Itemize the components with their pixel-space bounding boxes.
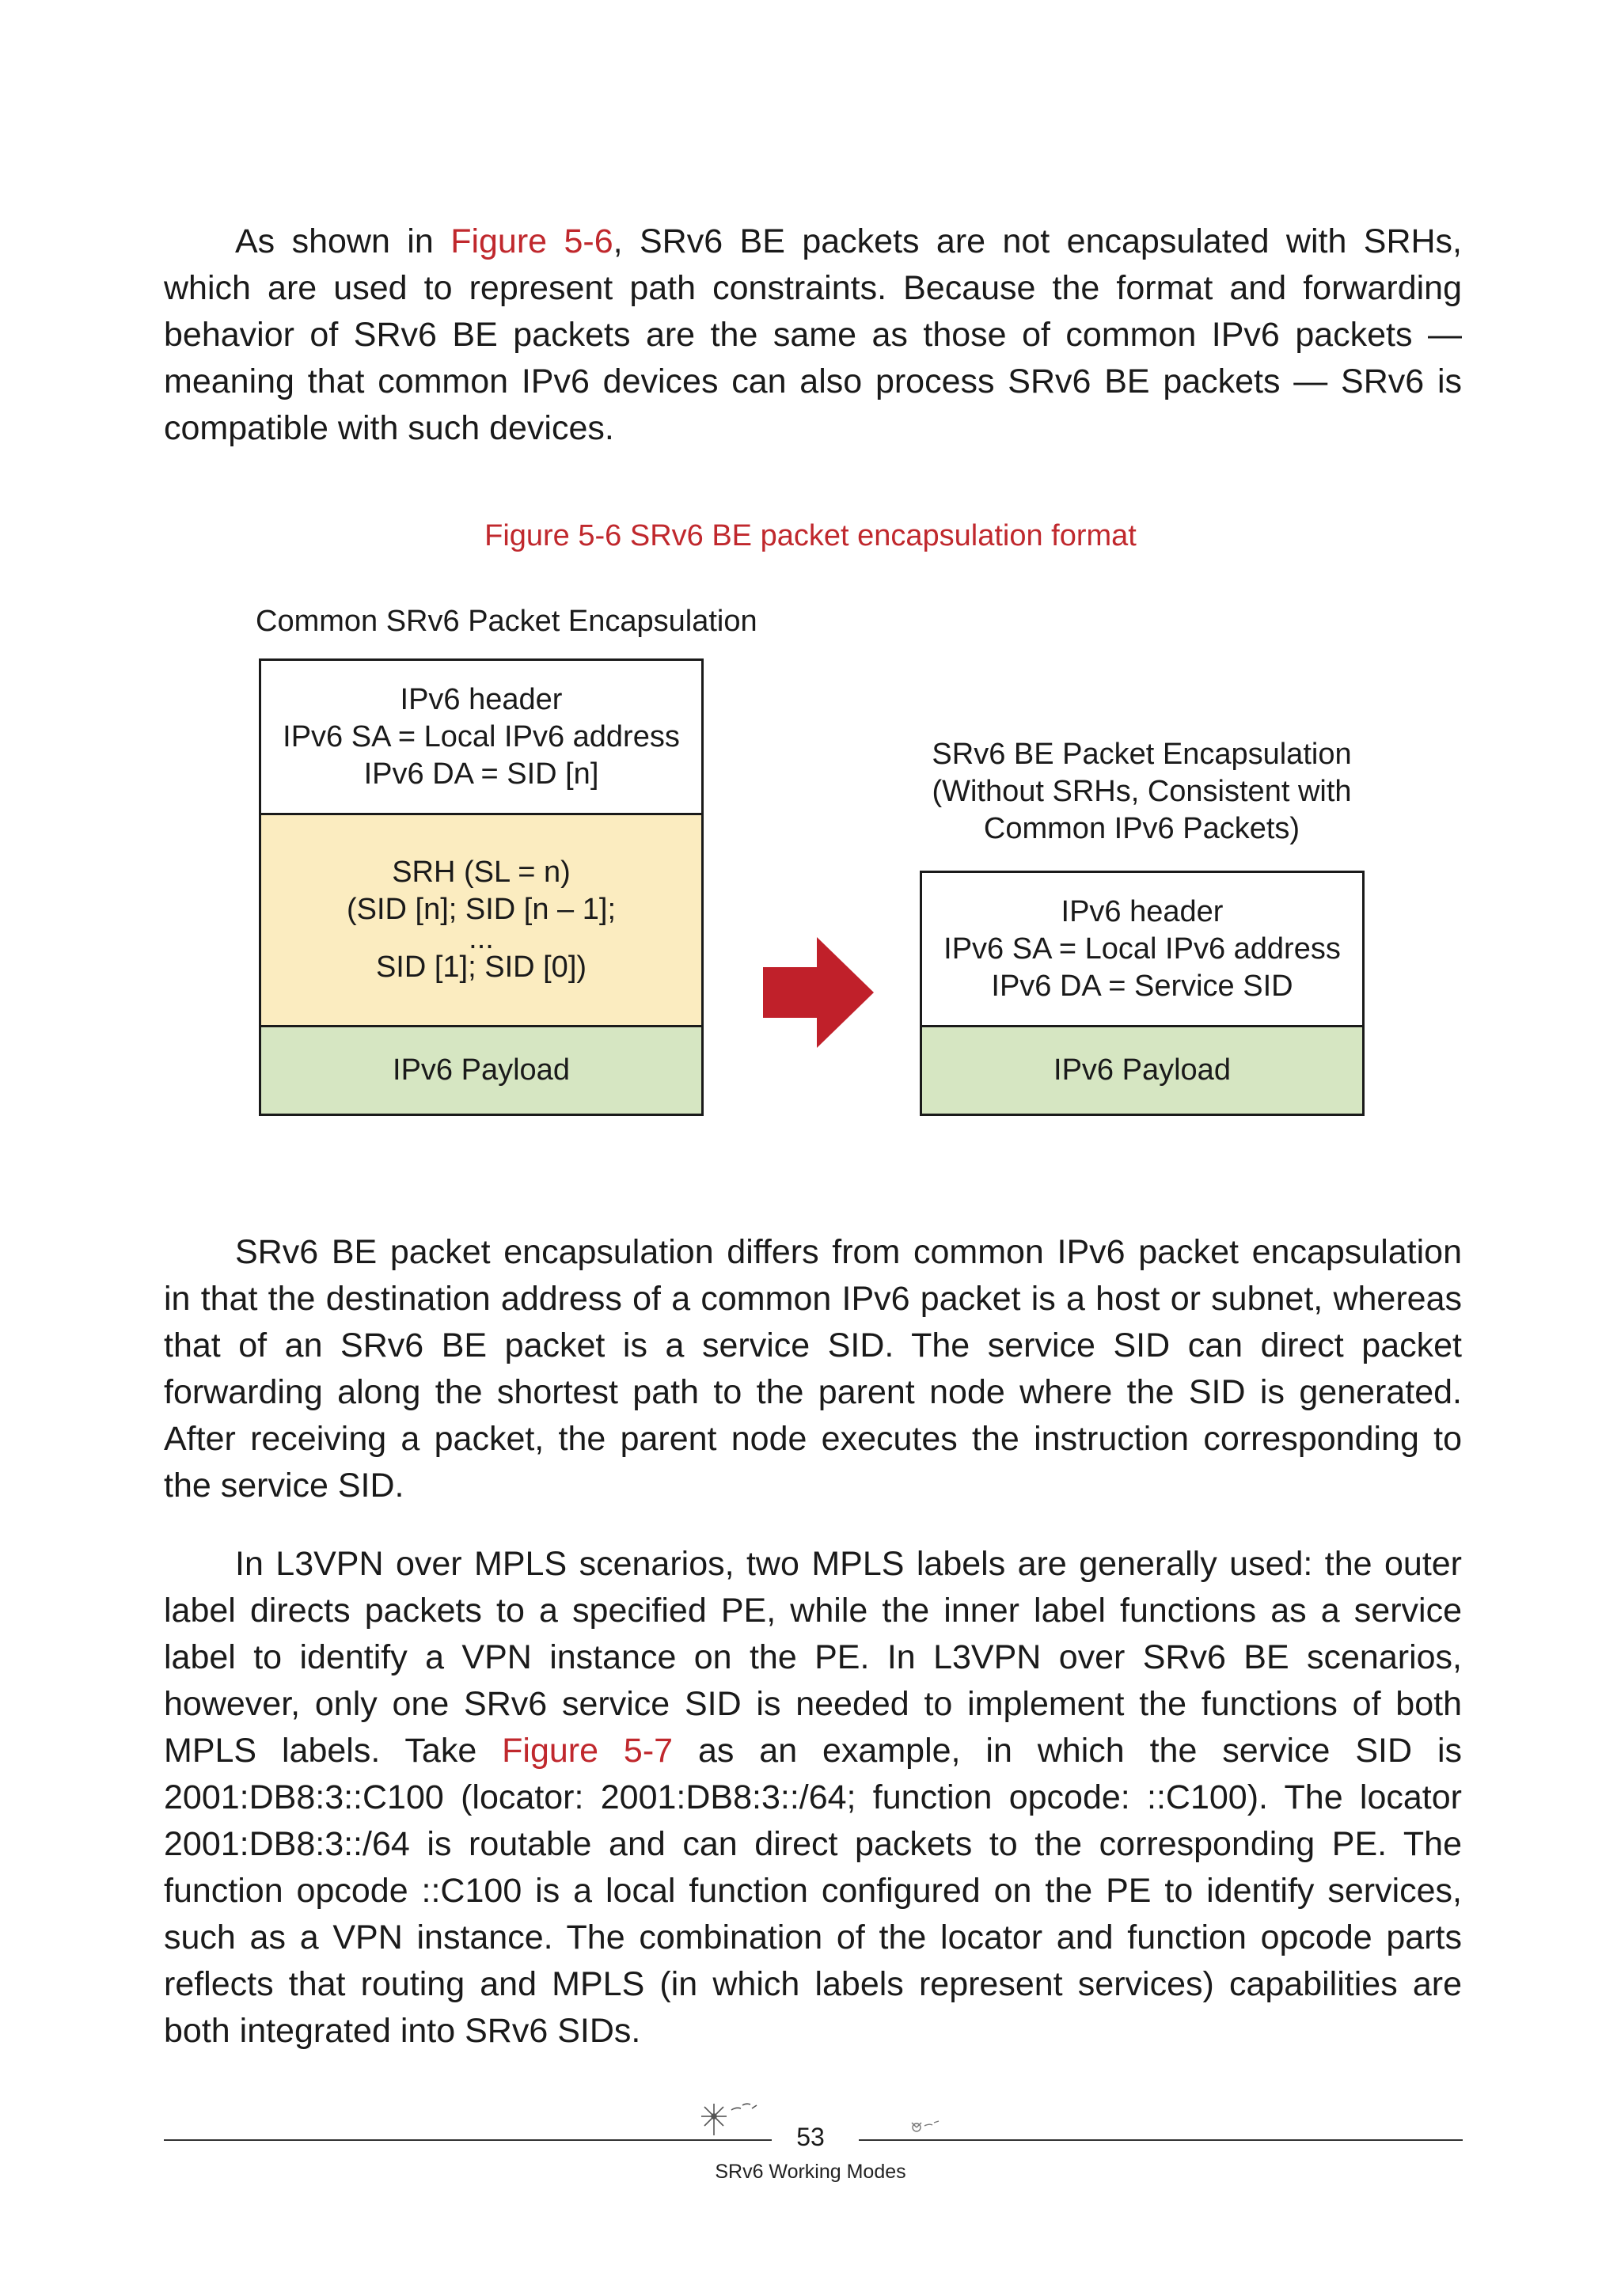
left-diagram-title: Common SRv6 Packet Encapsulation <box>256 605 757 638</box>
left-payload-box: IPv6 Payload <box>259 1025 704 1116</box>
right-payload-box: IPv6 Payload <box>920 1025 1365 1116</box>
right-arrow-icon <box>761 935 875 1049</box>
figure-caption: Figure 5-6 SRv6 BE packet encapsulation format <box>484 519 1137 552</box>
figure-5-7-link[interactable]: Figure 5-7 <box>502 1732 674 1770</box>
chapter-title: SRv6 Working Modes <box>715 2161 906 2183</box>
right-diagram-title: SRv6 BE Packet Encapsulation (Without SRHs, Consistent with Common IPv6 Packets) <box>932 738 1352 845</box>
right-ipv6-header-box: IPv6 header IPv6 SA = Local IPv6 address IPv6 DA = Service SID <box>920 871 1365 1027</box>
seed-icon <box>909 2118 942 2135</box>
paragraph-1: As shown in Figure 5-6, SRv6 BE packets are not encapsulated with SRHs, which are used to represent path constraints. Because the format and forwarding behavior of SRv6 BE packets are the same as those of common IPv6 packets — meaning that common IPv6 devices can also process SRv6 BE packets — SRv6 is compatible with such devices. <box>164 222 1463 447</box>
footer-rule-right <box>859 2139 1463 2141</box>
figure-5-6-link[interactable]: Figure 5-6 <box>450 222 613 260</box>
paragraph-2: SRv6 BE packet encapsulation differs from common IPv6 packet encapsulation in that the destination address of a common IPv6 packet is a host or subnet, whereas that of an SRv6 BE packet is a service SID. The service SID can direct packet forwarding along the shortest path to the parent node where the SID is generated. After receiving a packet, the parent node executes the instruction corresponding to the service SID. <box>164 1233 1462 1505</box>
page-number: 53 <box>796 2123 825 2151</box>
paragraph-3: In L3VPN over MPLS scenarios, two MPLS labels are generally used: the outer label directs packets to a specified PE, while the inner label functions as a service label to identify a VPN instance on the PE. In L3VPN over SRv6 BE scenarios, however, only one SRv6 service SID is needed to implement the functions of both MPLS labels. Take Figure 5-7 as an example, in which the service SID is 2001:DB8:3::C100 (locator: 2001:DB8:3::/64; function opcode: ::C100). The locator 2001:DB8:3::/64 is routable and can direct packets to the corresponding PE. The function opcode ::C100 is a local function configured on the PE to identify services, such as a VPN instance. The combination of the locator and function opcode parts reflects that routing and MPLS (in which labels represent services) capabilities are both integrated into SRv6 SIDs. <box>164 1545 1462 2050</box>
dandelion-icon <box>697 2099 760 2137</box>
footer-rule-left <box>164 2139 772 2141</box>
left-ipv6-header-box: IPv6 header IPv6 SA = Local IPv6 address IPv6 DA = SID [n] <box>259 658 704 815</box>
left-srh-box: SRH (SL = n) (SID [n]; SID [n – 1]; ... SID [1]; SID [0]) <box>259 813 704 1027</box>
